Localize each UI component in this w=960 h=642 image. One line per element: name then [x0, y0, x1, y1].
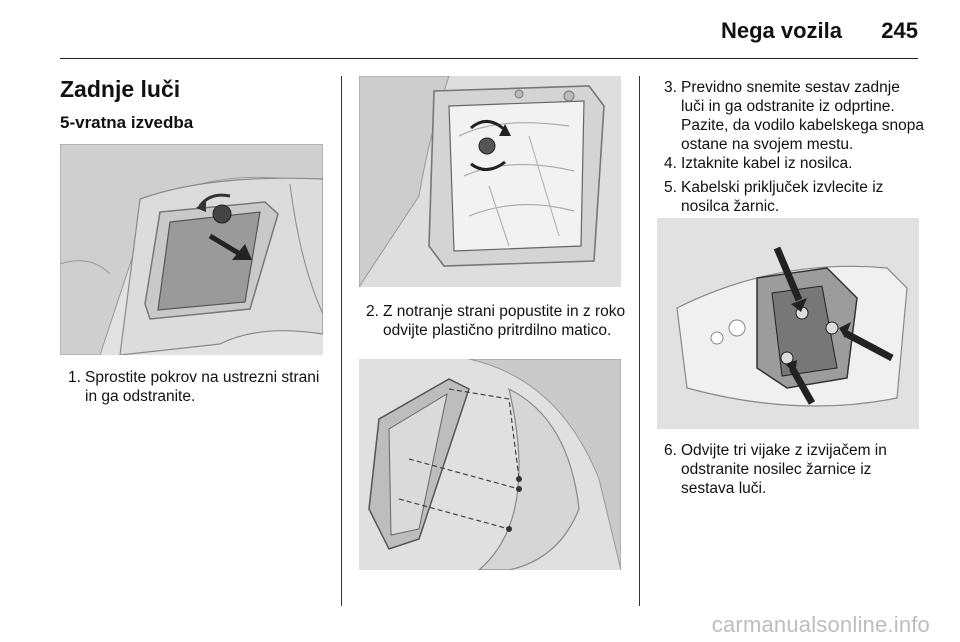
page-header	[0, 0, 960, 58]
section-title: Zadnje luči	[60, 76, 181, 102]
step-number: 3.	[664, 79, 677, 96]
step-2	[366, 302, 628, 340]
step-number: 1.	[68, 369, 81, 386]
figure-lamp-removal	[359, 359, 621, 570]
step-text: Odvijte tri vijake z izvijačem in odstranite nosilec žarnice iz sestava luči.	[681, 442, 887, 497]
step-number: 5.	[664, 179, 677, 196]
step-text: Iztaknite kabel iz nosilca.	[681, 155, 853, 172]
section-subtitle: 5-vratna izvedba	[60, 113, 194, 132]
mounting-nut-illustration	[359, 76, 621, 287]
column-divider-1	[341, 76, 342, 606]
watermark: carmanualsonline.info	[711, 612, 930, 637]
chapter-title: Nega vozila	[720, 18, 842, 43]
step-text: Sprostite pokrov na ustrezni strani in ga odstranite.	[85, 369, 320, 405]
step-4	[664, 154, 926, 173]
step-3	[664, 78, 926, 154]
bulb-holder-illustration	[657, 218, 919, 429]
header-rule	[60, 58, 918, 59]
step-text: Kabelski priključek izvlecite iz nosilca žarnic.	[681, 179, 884, 215]
lamp-assembly-illustration	[359, 359, 621, 570]
step-5	[664, 178, 926, 216]
page-number: 245	[881, 18, 918, 43]
figure-cover-removal	[60, 144, 323, 355]
step-6	[664, 441, 926, 498]
step-text: Z notranje strani popustite in z roko odvijte plastično pritrdilno matico.	[383, 303, 626, 339]
figure-nut-loosening	[359, 76, 621, 287]
step-text: Previdno snemite sestav zadnje luči in ga odstranite iz odprtine. Pazite, da vodilo kabelskega snopa ostane na svojem mestu.	[681, 79, 924, 153]
step-number: 2.	[366, 303, 379, 320]
column-divider-2	[639, 76, 640, 606]
step-number: 6.	[664, 442, 677, 459]
figure-bulb-holder	[657, 218, 919, 429]
step-1	[68, 368, 326, 406]
tailgate-cover-illustration	[60, 144, 323, 355]
step-number: 4.	[664, 155, 677, 172]
